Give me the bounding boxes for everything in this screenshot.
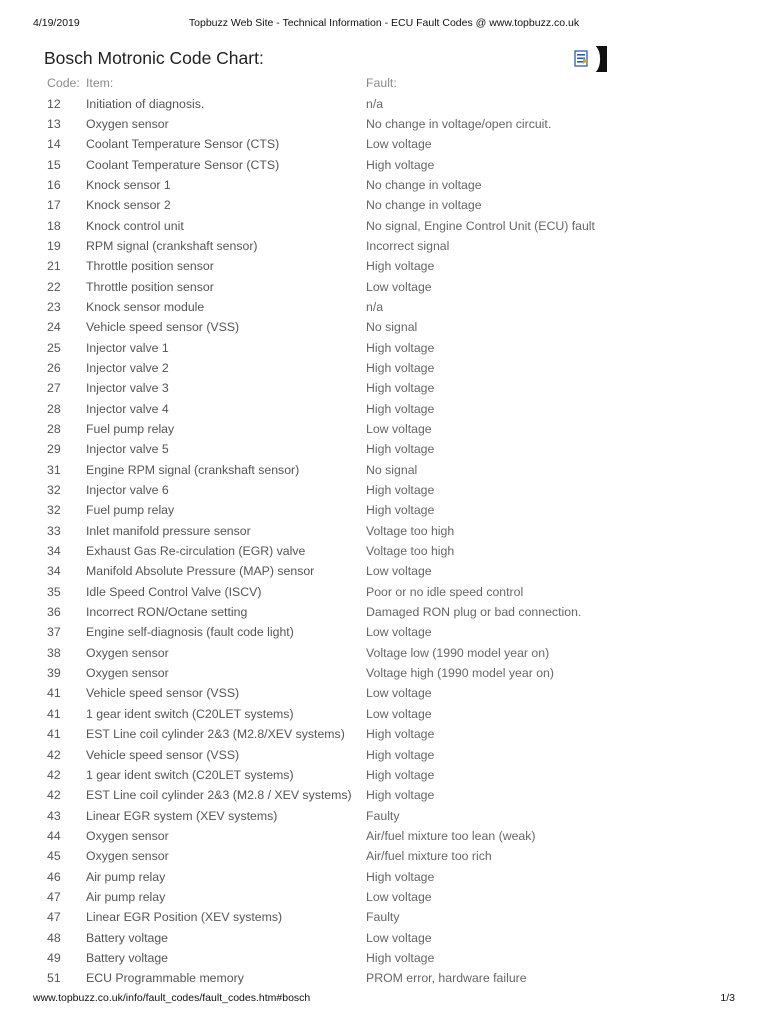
code-cell: 45 [47,849,61,864]
fault-cell: No change in voltage [366,198,482,213]
fault-cell: Faulty [366,808,400,823]
item-cell: Vehicle speed sensor (VSS) [86,686,240,701]
table-row [44,704,623,724]
table-row [44,561,623,581]
fault-cell: High voltage [366,442,435,457]
item-cell: Knock sensor 1 [86,177,171,192]
fault-cell: n/a [366,96,384,111]
item-cell: Engine self-diagnosis (fault code light) [86,625,294,640]
item-cell: Injector valve 4 [86,401,169,416]
item-cell: Injector valve 5 [86,442,169,457]
table-row [44,948,623,968]
code-cell: 38 [47,645,61,660]
fault-cell: High voltage [366,157,435,172]
code-cell: 12 [47,96,61,111]
table-row [44,602,623,622]
footer-page-number: 1/3 [720,992,735,1004]
code-cell: 23 [47,299,61,314]
item-cell: Engine RPM signal (crankshaft sensor) [86,462,300,477]
item-cell: Oxygen sensor [86,116,169,131]
print-date: 4/19/2019 [33,17,80,29]
fault-cell: No signal [366,320,418,335]
code-cell: 21 [47,259,61,274]
item-cell: Air pump relay [86,869,166,884]
table-row [44,805,623,825]
table-row [44,622,623,642]
code-cell: 31 [47,462,61,477]
item-cell: Oxygen sensor [86,828,169,843]
table-row [44,785,623,805]
table-row [44,866,623,886]
code-cell: 37 [47,625,61,640]
item-cell: Manifold Absolute Pressure (MAP) sensor [86,564,315,579]
fault-cell: High voltage [366,381,435,396]
table-row [44,500,623,520]
item-cell: Vehicle speed sensor (VSS) [86,320,240,335]
fault-cell: Air/fuel mixture too lean (weak) [366,828,536,843]
item-cell: Injector valve 1 [86,340,169,355]
table-row [44,215,623,235]
table-row [44,663,623,683]
item-cell: Inlet manifold pressure sensor [86,523,251,538]
table-row [44,480,623,500]
table-row [44,643,623,663]
fault-cell: High voltage [366,727,435,742]
table-row [44,887,623,907]
code-cell: 25 [47,340,61,355]
code-cell: 22 [47,279,61,294]
code-cell: 49 [47,950,61,965]
column-header-fault: Fault: [366,76,397,91]
code-cell: 16 [47,177,61,192]
table-row [44,378,623,398]
item-cell: Fuel pump relay [86,503,175,518]
item-cell: Incorrect RON/Octane setting [86,605,248,620]
fault-cell: Voltage too high [366,544,455,559]
table-row [44,541,623,561]
fault-cell: High voltage [366,747,435,762]
document-icon [575,51,588,66]
table-row [44,317,623,337]
code-cell: 27 [47,381,61,396]
table-row [44,358,623,378]
table-row [44,846,623,866]
page-title: Bosch Motronic Code Chart: [44,48,264,68]
table-row [44,236,623,256]
code-cell: 15 [47,157,61,172]
table-row [44,195,623,215]
item-cell: Exhaust Gas Re-circulation (EGR) valve [86,544,306,559]
item-cell: Oxygen sensor [86,666,169,681]
code-cell: 28 [47,401,61,416]
code-cell: 42 [47,767,61,782]
fault-cell: No change in voltage [366,177,482,192]
item-cell: 1 gear ident switch (C20LET systems) [86,767,294,782]
fault-cell: Voltage too high [366,523,455,538]
item-cell: Knock sensor module [86,299,205,314]
code-cell: 42 [47,788,61,803]
item-cell: Coolant Temperature Sensor (CTS) [86,137,280,152]
fault-cell: High voltage [366,259,435,274]
item-cell: ECU Programmable memory [86,971,244,986]
table-row [44,765,623,785]
fault-cell: High voltage [366,950,435,965]
print-page-icon[interactable] [573,44,609,74]
fault-cell: High voltage [366,360,435,375]
fault-cell: No change in voltage/open circuit. [366,116,552,131]
code-cell: 42 [47,747,61,762]
item-cell: RPM signal (crankshaft sensor) [86,238,258,253]
fault-cell: High voltage [366,503,435,518]
code-cell: 51 [47,971,61,986]
item-cell: Linear EGR Position (XEV systems) [86,910,283,925]
code-cell: 19 [47,238,61,253]
table-row [44,297,623,317]
code-cell: 17 [47,198,61,213]
table-row [44,744,623,764]
fault-cell: Low voltage [366,686,432,701]
code-cell: 33 [47,523,61,538]
item-cell: Injector valve 6 [86,483,169,498]
table-row [44,826,623,846]
item-cell: Throttle position sensor [86,279,214,294]
item-cell: Knock control unit [86,218,184,233]
table-row [44,134,623,154]
code-cell: 24 [47,320,61,335]
table-row [44,256,623,276]
fault-cell: No signal [366,462,418,477]
fault-cell: Low voltage [366,422,432,437]
table-row [44,439,623,459]
item-cell: Coolant Temperature Sensor (CTS) [86,157,280,172]
item-cell: Oxygen sensor [86,645,169,660]
code-cell: 28 [47,422,61,437]
fault-cell: PROM error, hardware failure [366,971,527,986]
fault-cell: High voltage [366,340,435,355]
item-cell: EST Line coil cylinder 2&3 (M2.8/XEV systems) [86,727,345,742]
table-row [44,154,623,174]
item-cell: Injector valve 2 [86,360,169,375]
code-cell: 39 [47,666,61,681]
table-row [44,683,623,703]
column-header-code: Code: [47,76,80,91]
fault-cell: Damaged RON plug or bad connection. [366,605,582,620]
fault-cell: Low voltage [366,137,432,152]
fault-cell: Voltage high (1990 model year on) [366,666,554,681]
print-header-title: Topbuzz Web Site - Technical Information - ECU Fault Codes @ www.topbuzz.co.uk [188,17,580,29]
table-row [44,175,623,195]
fault-cell: Incorrect signal [366,238,450,253]
fault-cell: Air/fuel mixture too rich [366,849,492,864]
table-row [44,460,623,480]
code-cell: 36 [47,605,61,620]
fault-cell: Low voltage [366,706,432,721]
fault-cell: No signal, Engine Control Unit (ECU) fault [366,218,595,233]
fault-cell: Low voltage [366,889,432,904]
code-cell: 29 [47,442,61,457]
table-header-row [44,73,623,93]
code-cell: 35 [47,584,61,599]
fault-cell: Faulty [366,910,400,925]
code-cell: 18 [47,218,61,233]
item-cell: Initiation of diagnosis. [86,96,205,111]
table-row [44,114,623,134]
item-cell: Battery voltage [86,950,169,965]
code-cell: 34 [47,564,61,579]
code-cell: 14 [47,137,61,152]
code-cell: 26 [47,360,61,375]
item-cell: Battery voltage [86,930,169,945]
column-header-item: Item: [86,76,114,91]
code-cell: 32 [47,483,61,498]
fault-cell: Low voltage [366,279,432,294]
fault-cell: n/a [366,299,384,314]
item-cell: Throttle position sensor [86,259,214,274]
code-cell: 43 [47,808,61,823]
fault-cell: Low voltage [366,930,432,945]
table-row [44,907,623,927]
item-cell: EST Line coil cylinder 2&3 (M2.8 / XEV systems) [86,788,352,803]
item-cell: Air pump relay [86,889,166,904]
code-cell: 13 [47,116,61,131]
table-row [44,927,623,947]
code-cell: 41 [47,727,61,742]
table-row [44,419,623,439]
fault-cell: Low voltage [366,564,432,579]
table-row [44,582,623,602]
table-row [44,93,623,113]
fault-cell: High voltage [366,483,435,498]
code-cell: 48 [47,930,61,945]
code-cell: 41 [47,686,61,701]
item-cell: Fuel pump relay [86,422,175,437]
code-cell: 32 [47,503,61,518]
item-cell: Vehicle speed sensor (VSS) [86,747,240,762]
page-curl-icon [595,46,607,72]
fault-cell: High voltage [366,788,435,803]
code-cell: 47 [47,889,61,904]
table-row [44,724,623,744]
table-row [44,521,623,541]
item-cell: Oxygen sensor [86,849,169,864]
fault-cell: High voltage [366,401,435,416]
fault-cell: Poor or no idle speed control [366,584,524,599]
code-cell: 34 [47,544,61,559]
footer-url: www.topbuzz.co.uk/info/fault_codes/fault_codes.htm#bosch [33,992,311,1004]
item-cell: Idle Speed Control Valve (ISCV) [86,584,262,599]
fault-cell: High voltage [366,767,435,782]
fault-cell: Low voltage [366,625,432,640]
item-cell: Injector valve 3 [86,381,169,396]
fault-code-table [44,73,623,988]
code-cell: 44 [47,828,61,843]
fault-cell: High voltage [366,869,435,884]
code-cell: 41 [47,706,61,721]
fault-cell: Voltage low (1990 model year on) [366,645,550,660]
code-cell: 46 [47,869,61,884]
code-cell: 47 [47,910,61,925]
item-cell: 1 gear ident switch (C20LET systems) [86,706,294,721]
table-row [44,399,623,419]
table-row [44,968,623,988]
table-row [44,337,623,357]
item-cell: Linear EGR system (XEV systems) [86,808,278,823]
table-row [44,276,623,296]
item-cell: Knock sensor 2 [86,198,171,213]
